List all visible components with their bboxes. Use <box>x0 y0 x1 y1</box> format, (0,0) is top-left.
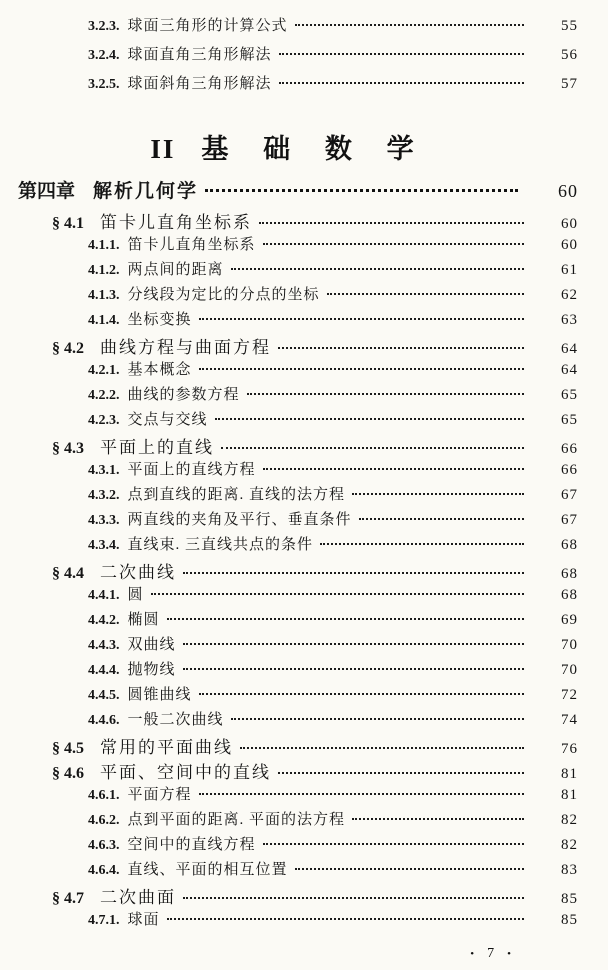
toc-entry <box>0 208 578 233</box>
toc-entry-page-number: 64 <box>561 362 578 378</box>
footer-right-dot-icon: • <box>507 948 511 960</box>
toc-entry-page-number: 65 <box>561 387 578 403</box>
toc-entry-number: 4.3.2. <box>88 488 120 503</box>
toc-entry-number: 4.4.5. <box>88 688 120 703</box>
toc-top-list <box>0 14 578 101</box>
toc-entry-number: 4.2.1. <box>88 363 120 378</box>
dot-leader <box>231 718 524 720</box>
dot-leader <box>167 618 524 620</box>
toc-entry-page-number: 68 <box>561 566 578 582</box>
dot-leader <box>183 572 524 574</box>
toc-entry-number: 4.4.3. <box>88 638 120 653</box>
toc-entry <box>0 533 578 558</box>
toc-entry <box>0 433 578 458</box>
toc-entry <box>0 683 578 708</box>
toc-entry-title: 分线段为定比的分点的坐标 <box>127 287 320 303</box>
dot-leader <box>167 918 524 920</box>
toc-entry-number: 第四章 <box>18 181 76 202</box>
toc-entry-page-number: 85 <box>561 912 578 928</box>
toc-entry-page-number: 55 <box>561 18 578 34</box>
toc-entry-page-number: 70 <box>561 662 578 678</box>
dot-leader <box>199 368 524 370</box>
toc-entry <box>0 72 578 101</box>
toc-entry-number: 4.6.2. <box>88 813 120 828</box>
toc-entry-title: 曲线方程与曲面方程 <box>100 338 271 357</box>
toc-entry-title: 空间中的直线方程 <box>127 837 256 853</box>
dot-leader <box>199 693 524 695</box>
toc-entry-page-number: 60 <box>561 237 578 253</box>
dot-leader <box>263 468 524 470</box>
toc-entry-number: 4.6.4. <box>88 863 120 878</box>
toc-entry-page-number: 81 <box>561 787 578 803</box>
toc-entry-title: 一般二次曲线 <box>127 712 224 728</box>
dot-leader <box>151 593 524 595</box>
toc-entry-page-number: 66 <box>561 462 578 478</box>
toc-entry-page-number: 72 <box>561 687 578 703</box>
dot-leader <box>278 347 524 349</box>
dot-leader <box>295 24 524 26</box>
toc-entry-page-number: 65 <box>561 412 578 428</box>
toc-entry <box>0 758 578 783</box>
toc-entry-title: 两直线的夹角及平行、垂直条件 <box>127 512 352 528</box>
toc-entry <box>0 258 578 283</box>
toc-entry-page-number: 62 <box>561 287 578 303</box>
dot-leader <box>231 268 524 270</box>
toc-entry-title: 椭圆 <box>127 612 160 628</box>
toc-entry-title: 球面直角三角形解法 <box>127 47 272 63</box>
toc-entry <box>0 333 578 358</box>
toc-entry-page-number: 69 <box>561 612 578 628</box>
toc-entry <box>0 583 578 608</box>
dot-leader <box>327 293 524 295</box>
toc-entry <box>0 733 578 758</box>
toc-entry-title: 两点间的距离 <box>127 262 224 278</box>
toc-entry-number: 4.6.3. <box>88 838 120 853</box>
dot-leader <box>352 493 524 495</box>
dot-leader <box>279 53 524 55</box>
toc-entry-number: 4.2.3. <box>88 413 120 428</box>
toc-entry <box>0 308 578 333</box>
toc-entry-title: 双曲线 <box>127 637 176 653</box>
toc-entry <box>0 558 578 583</box>
toc-entry <box>0 908 578 933</box>
toc-entry-number: 4.2.2. <box>88 388 120 403</box>
dot-leader <box>279 82 524 84</box>
toc-entry-number: 4.6.1. <box>88 788 120 803</box>
footer-left-dot-icon: • <box>470 948 475 960</box>
toc-entry-number: 4.4.1. <box>88 588 120 603</box>
toc-entry-page-number: 60 <box>558 181 578 201</box>
dot-leader <box>183 643 524 645</box>
toc-entry <box>0 608 578 633</box>
toc-entry-page-number: 63 <box>561 312 578 328</box>
toc-entry-title: 二次曲线 <box>100 563 176 582</box>
dot-leader <box>199 318 524 320</box>
toc-entry-number: 4.4.4. <box>88 663 120 678</box>
toc-entry-number: § 4.6 <box>52 765 84 782</box>
part-heading <box>0 127 578 166</box>
toc-entry-page-number: 76 <box>561 741 578 757</box>
toc-entry-number: 4.3.3. <box>88 513 120 528</box>
toc-entry-number: § 4.1 <box>52 215 84 232</box>
part-title: 基 础 数 学 <box>201 134 428 164</box>
toc-entry-page-number: 61 <box>561 262 578 278</box>
toc-entry-title: 曲线的参数方程 <box>127 387 240 403</box>
toc-entry <box>0 358 578 383</box>
dot-leader <box>205 189 518 192</box>
dot-leader <box>199 793 524 795</box>
toc-entry <box>0 833 578 858</box>
toc-entry-number: 4.3.1. <box>88 463 120 478</box>
toc-entry-title: 交点与交线 <box>127 412 208 428</box>
toc-entry-title: 常用的平面曲线 <box>100 738 233 757</box>
toc-entry <box>0 708 578 733</box>
part-numeral: II <box>150 134 176 164</box>
toc-entry-number: § 4.5 <box>52 740 84 757</box>
toc-entry-title: 球面 <box>127 912 160 928</box>
toc-entry-title: 笛卡儿直角坐标系 <box>127 237 256 253</box>
toc-entry-title: 解析几何学 <box>93 181 199 202</box>
toc-entry <box>0 633 578 658</box>
footer-page-number <box>0 945 578 962</box>
toc-entry-title: 坐标变换 <box>127 312 192 328</box>
toc-entry-number: 3.2.3. <box>88 19 120 34</box>
toc-entry-page-number: 67 <box>561 487 578 503</box>
toc-entry-title: 圆 <box>127 587 144 603</box>
toc-entry-page-number: 68 <box>561 587 578 603</box>
toc-entry-page-number: 57 <box>561 76 578 92</box>
toc-entry-page-number: 81 <box>561 766 578 782</box>
toc-entry-page-number: 83 <box>561 862 578 878</box>
dot-leader <box>247 393 524 395</box>
dot-leader <box>240 747 524 749</box>
toc-entry-page-number: 56 <box>561 47 578 63</box>
dot-leader <box>278 772 524 774</box>
toc-entry-number: 4.4.2. <box>88 613 120 628</box>
toc-entry-title: 基本概念 <box>127 362 192 378</box>
toc-entry <box>0 283 578 308</box>
toc-entry-page-number: 68 <box>561 537 578 553</box>
toc-entry-number: 4.1.2. <box>88 263 120 278</box>
toc-entry-title: 球面斜角三角形解法 <box>127 76 272 92</box>
toc-entry-number: 3.2.5. <box>88 77 120 92</box>
toc-main-list <box>0 176 578 933</box>
toc-entry-title: 直线束. 三直线共点的条件 <box>127 537 314 553</box>
toc-entry-number: 4.3.4. <box>88 538 120 553</box>
toc-entry-title: 平面上的直线 <box>100 438 214 457</box>
toc-entry-page-number: 60 <box>561 216 578 232</box>
toc-entry-number: 4.1.3. <box>88 288 120 303</box>
toc-entry-title: 点到平面的距离. 平面的法方程 <box>127 812 346 828</box>
footer-page-label: 7 <box>487 946 495 961</box>
dot-leader <box>359 518 524 520</box>
toc-entry-number: 4.1.1. <box>88 238 120 253</box>
toc-entry <box>0 176 578 208</box>
dot-leader <box>259 222 524 224</box>
toc-entry <box>0 508 578 533</box>
toc-entry <box>0 458 578 483</box>
toc-entry <box>0 783 578 808</box>
dot-leader <box>320 543 524 545</box>
toc-entry-number: § 4.4 <box>52 565 84 582</box>
toc-entry-page-number: 85 <box>561 891 578 907</box>
toc-entry <box>0 233 578 258</box>
toc-entry-page-number: 64 <box>561 341 578 357</box>
toc-entry <box>0 43 578 72</box>
toc-entry-title: 笛卡儿直角坐标系 <box>100 213 252 232</box>
dot-leader <box>221 447 524 449</box>
toc-entry <box>0 858 578 883</box>
toc-entry-title: 二次曲面 <box>100 888 176 907</box>
dot-leader <box>183 668 524 670</box>
toc-entry-page-number: 82 <box>561 812 578 828</box>
toc-entry-title: 平面、空间中的直线 <box>100 763 271 782</box>
toc-entry <box>0 808 578 833</box>
toc-entry-number: § 4.3 <box>52 440 84 457</box>
dot-leader <box>263 843 524 845</box>
toc-entry-title: 点到直线的距离. 直线的法方程 <box>127 487 346 503</box>
toc-entry <box>0 383 578 408</box>
toc-entry <box>0 483 578 508</box>
toc-entry-title: 直线、平面的相互位置 <box>127 862 288 878</box>
dot-leader <box>352 818 524 820</box>
toc-entry-page-number: 70 <box>561 637 578 653</box>
toc-entry-title: 平面方程 <box>127 787 192 803</box>
toc-entry-number: 4.4.6. <box>88 713 120 728</box>
toc-entry-page-number: 67 <box>561 512 578 528</box>
toc-entry-page-number: 66 <box>561 441 578 457</box>
toc-entry <box>0 14 578 43</box>
toc-entry-number: 4.7.1. <box>88 913 120 928</box>
toc-entry-number: § 4.2 <box>52 340 84 357</box>
toc-entry-page-number: 82 <box>561 837 578 853</box>
toc-entry-number: § 4.7 <box>52 890 84 907</box>
toc-entry <box>0 408 578 433</box>
toc-entry-title: 抛物线 <box>127 662 176 678</box>
dot-leader <box>295 868 524 870</box>
toc-entry-number: 3.2.4. <box>88 48 120 63</box>
toc-entry <box>0 883 578 908</box>
dot-leader <box>215 418 524 420</box>
toc-entry-title: 平面上的直线方程 <box>127 462 256 478</box>
toc-entry <box>0 658 578 683</box>
toc-entry-title: 圆锥曲线 <box>127 687 192 703</box>
dot-leader <box>183 897 524 899</box>
toc-entry-number: 4.1.4. <box>88 313 120 328</box>
dot-leader <box>263 243 524 245</box>
toc-entry-page-number: 74 <box>561 712 578 728</box>
toc-entry-title: 球面三角形的计算公式 <box>127 18 288 34</box>
